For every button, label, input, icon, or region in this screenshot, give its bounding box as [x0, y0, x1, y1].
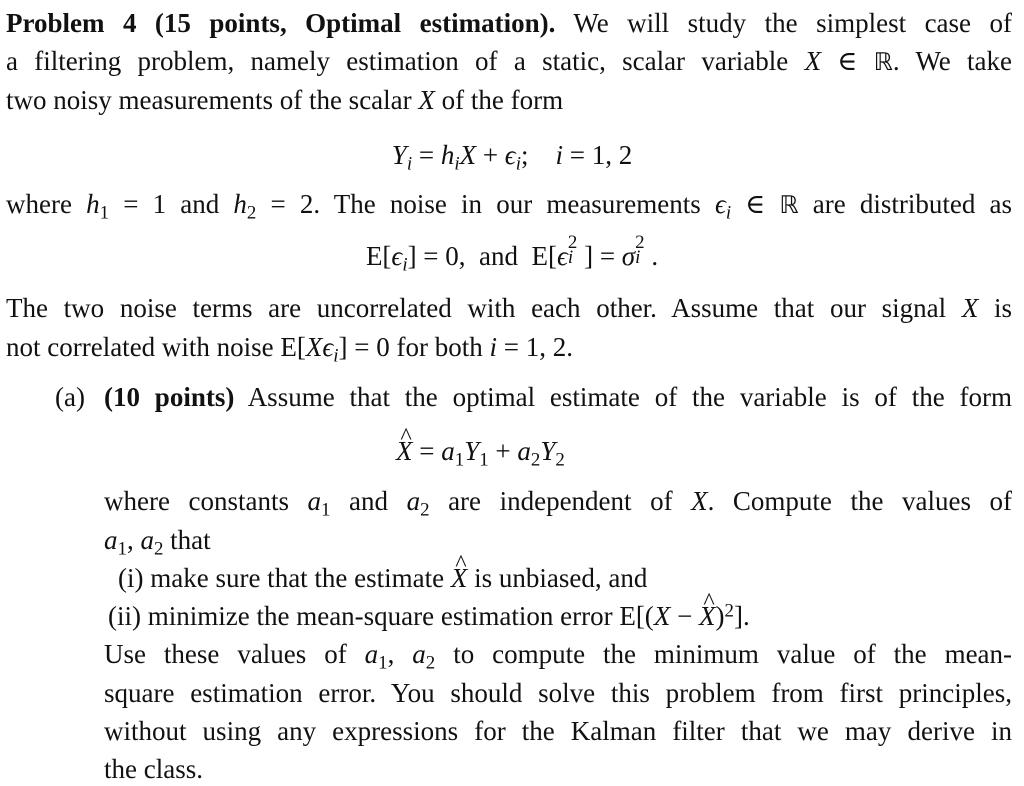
part-a-line: (10 points) Assume that the optimal estimate of the variable is of the form	[104, 382, 1013, 412]
uncorrelated-line-2: not correlated with noise $E[X\epsilon_i] = 0$ for both i = 1, 2.	[6, 332, 573, 367]
use-line-4: the class.	[104, 754, 203, 784]
estimate-equation: ^ $X = a_1Y_1 + a_2Y_2$	[396, 438, 565, 465]
problem-heading: Problem 4 (15 points, Optimal estimation).	[6, 8, 556, 38]
item-ii: (ii) minimize the mean-square estimation error E[(X − ^ X)$^2$].	[108, 603, 750, 630]
intro-text-1: We will study the simplest case of	[573, 8, 1012, 38]
item-i: (i) make sure that the estimate ^ X is unbiased, and	[118, 565, 647, 592]
intro-line-2: a filtering problem, namely estimation of a static, scalar variable X ∈ ℝ. We take	[6, 46, 1013, 76]
where-line: where $h_1 = 1$ and $h_2 = 2$. The noise in our measurements $\epsilon_i$ ∈ ℝ are distributed as	[6, 189, 1012, 224]
use-line-3: without using any expressions for the Kalman filter that we may derive in	[104, 716, 1012, 746]
uncorrelated-line-1: The two noise terms are uncorrelated with each other. Assume that our signal X is	[6, 293, 1013, 323]
part-a-label: (a)	[55, 382, 85, 412]
intro-line-3: two noisy measurements of the scalar X of the form	[6, 85, 564, 115]
intro-line-1	[6, 10, 1012, 37]
use-line-1: Use these values of $a_1$, $a_2$ to compute the minimum value of the mean-	[104, 639, 1013, 674]
a1-a2-that-line: $a_1$, $a_2$ that	[104, 525, 211, 560]
where-constants-line: where constants $a_1$ and $a_2$ are independent of X. Compute the values of	[104, 486, 1013, 521]
noise-moments-equation: $E[\epsilon_i] = 0$, and E[ϵ 2 i ] = σ 2 i .	[365, 231, 659, 276]
part-a-points: (10 points)	[104, 382, 235, 412]
use-line-2: square estimation error. You should solve this problem from first principles,	[104, 678, 1012, 708]
measurement-equation: $Y_i = h_iX + \epsilon_i$; i = 1, 2	[391, 140, 633, 175]
